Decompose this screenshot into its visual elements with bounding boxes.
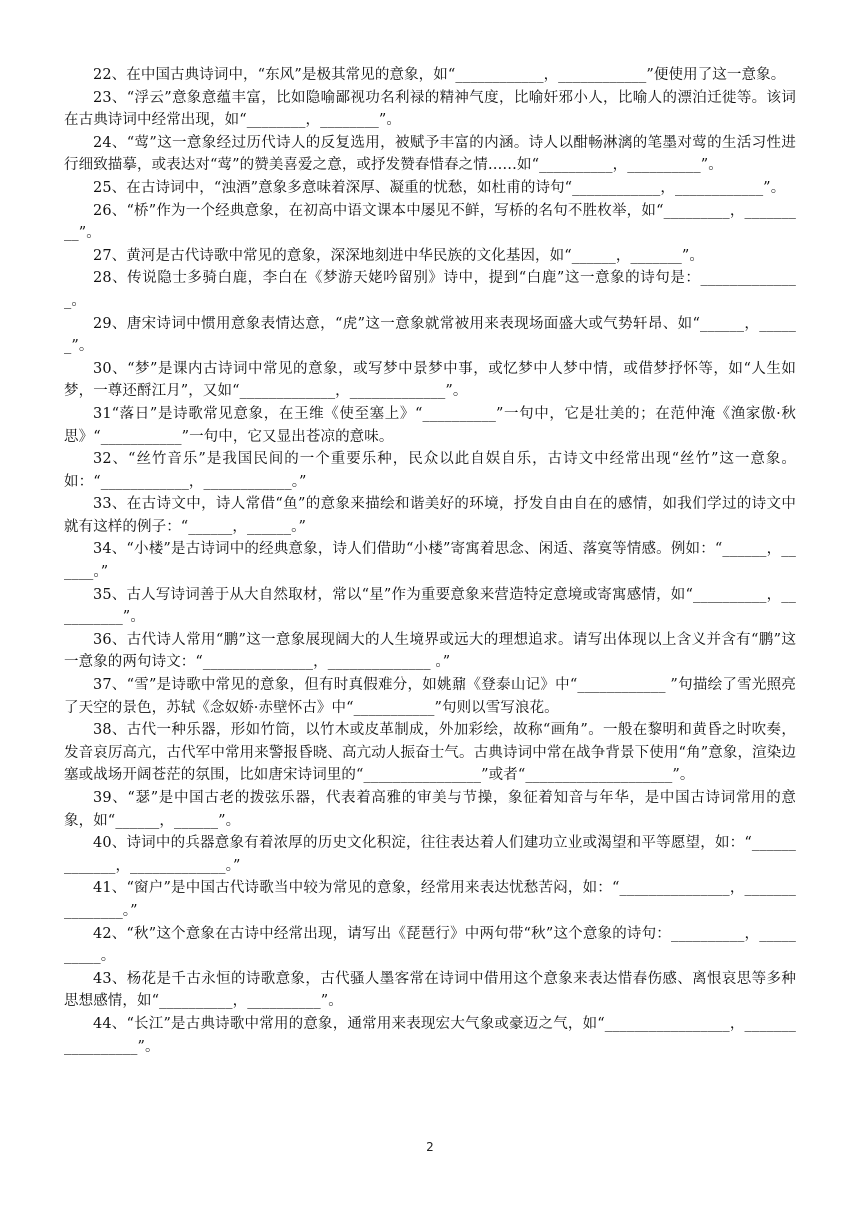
question-32: 32、“丝竹音乐”是我国民间的一个重要乐种，民众以此自娱自乐，古诗文中经常出现“丝竹”这一意象。如：“____________，____________。”: [64, 451, 796, 490]
question-41: 41、“窗户”是中国古代诗歌当中较为常见的意象，经常用来表达忧愁苦闷，如：“_______________，_______________。”: [64, 880, 796, 919]
question-27: 27、黄河是古代诗歌中常见的意象，深深地刻进中华民族的文化基因，如“______，_______”。: [93, 247, 705, 264]
question-38: 38、古代一种乐器，形如竹筒，以竹木或皮革制成，外加彩绘，故称“画角”。一般在黎明和黄昏之时吹奏，发音哀厉高亢，古代军中常用来警报昏晓、高亢动人振奋士气。古典诗词中常在战争背景下使用“角”意象，渲染边塞或战场开阔苍茫的氛围，比如唐宋诗词里的“________________”或者“____________________”。: [64, 722, 796, 784]
question-44: 44、“长江”是古典诗歌中常用的意象，通常用来表现宏大气象或豪迈之气，如“_________________，_________________”。: [64, 1015, 796, 1055]
question-34: 34、“小楼”是古诗词中的经典意象，诗人们借助“小楼”寄寓着思念、闲适、落寞等情感。例如：“______，______。”: [64, 541, 796, 581]
question-28: 28、传说隐士多骑白鹿，李白在《梦游天姥吟留别》诗中，提到“白鹿”这一意象的诗句是：______________。: [64, 270, 796, 309]
question-40: 40、诗词中的兵器意象有着浓厚的历史文化积淀，往往表达着人们建功立业或渴望和平等愿望，如：“_____________，_____________。”: [64, 835, 796, 874]
question-35: 35、古人写诗词善于从大自然取材，常以“星”作为重要意象来营造特定意境或寄寓感情，如“__________，__________”。: [64, 586, 796, 626]
question-37: 37、“雪”是诗歌中常见的意象，但有时真假难分，如姚鼐《登泰山记》中“____________ ”句描绘了雪光照亮了天空的景色，苏轼《念奴娇·赤壁怀古》中“___________”句则以雪写浪花。: [64, 677, 796, 716]
question-23: 23、“浮云”意象意蕴丰富，比如隐喻鄙视功名利禄的精神气度，比喻奸邪小人，比喻人的漂泊迁徙等。该词在古典诗词中经常出现，如“________，________”。: [64, 89, 796, 129]
page-number: 2: [426, 1140, 434, 1154]
question-33: 33、在古诗文中，诗人常借“鱼”的意象来描绘和谐美好的环境，抒发自由自在的感情，如我们学过的诗文中就有这样的例子：“______，______。”: [64, 496, 796, 535]
question-43: 43、杨花是千古永恒的诗歌意象，古代骚人墨客常在诗词中借用这个意象来表达惜春伤感、离恨哀思等多种思想感情，如“__________，__________”。: [64, 970, 796, 1010]
question-30: 30、“梦”是课内古诗词中常见的意象，或写梦中景梦中事，或忆梦中人梦中情，或借梦抒怀等，如“人生如梦，一尊还酹江月”，又如“_____________，_____________”。: [64, 360, 796, 400]
question-36: 36、古代诗人常用“鹏”这一意象展现阔大的人生境界或远大的理想追求。请写出体现以上含义并含有“鹏”这一意象的两句诗文：“_______________，______________ 。”: [64, 631, 796, 671]
question-42: 42、“秋”这个意象在古诗中经常出现，请写出《琵琶行》中两句带“秋”这个意象的诗句：__________，__________。: [64, 925, 796, 965]
question-25: 25、在古诗词中，“浊酒”意象多意味着深厚、凝重的忧愁，如杜甫的诗句“____________，____________”。: [93, 179, 786, 196]
question-39: 39、“瑟”是中国古老的拨弦乐器，代表着高雅的审美与节操，象征着知音与年华，是中国古诗词常用的意象，如“______，______”。: [64, 790, 796, 829]
question-24: 24、“莺”这一意象经过历代诗人的反复选用，被赋予丰富的内涵。诗人以酣畅淋漓的笔墨对莺的生活习性进行细致描摹，或表达对“莺”的赞美喜爱之意，或抒发赞春惜春之情……如“__________，__________”。: [64, 134, 796, 174]
question-29: 29、唐宋诗词中惯用意象表情达意，“虎”这一意象就常被用来表现场面盛大或气势轩昂、如“______，______”。: [64, 315, 796, 355]
question-22: 22、在中国古典诗词中，“东风”是极其常见的意象，如“____________，____________”便使用了这一意象。: [93, 67, 786, 83]
question-31: 31“落日”是诗歌常见意象，在王维《使至塞上》“__________”一句中，它是壮美的；在范仲淹《渔家傲·秋思》“___________”一句中，它又显出苍凉的意味。: [64, 405, 796, 445]
question-26: 26、“桥”作为一个经典意象，在初高中语文课本中屡见不鲜，写桥的名句不胜枚举，如“_________，_________”。: [64, 202, 796, 242]
question-list: [64, 64, 796, 1058]
